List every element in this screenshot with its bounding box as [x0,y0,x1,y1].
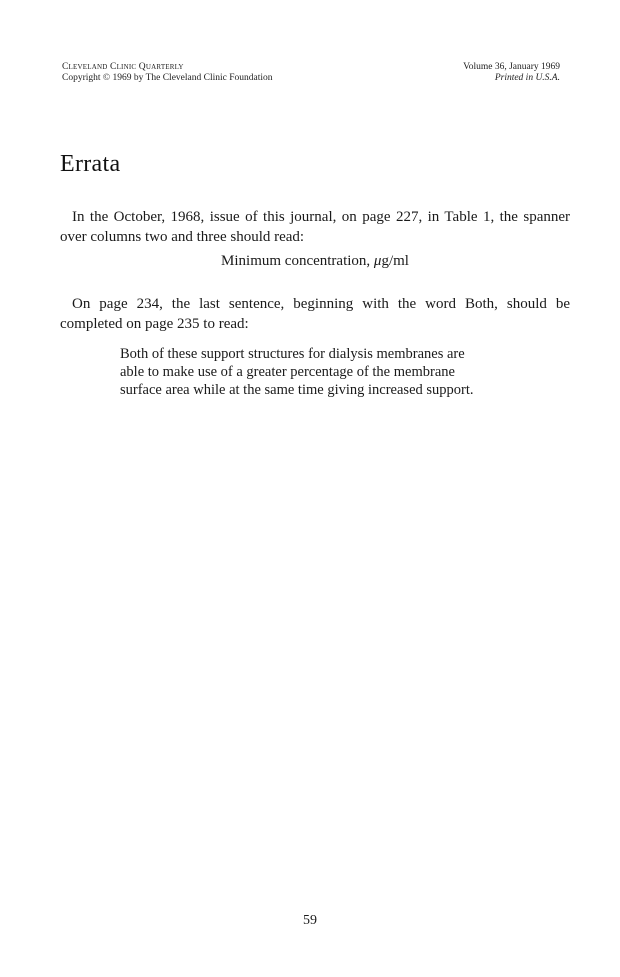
correction-1-unit-mu: μ [373,253,382,269]
printed-in-line: Printed in U.S.A. [494,73,560,83]
volume-line: Volume 36, January 1969 [463,62,560,72]
correction-1-unit-rest: g/ml [381,253,409,269]
running-header-right [463,62,560,84]
correction-1-prefix: Minimum concentration, [221,253,374,269]
correction-2-line: surface area while at the same time giving increased support. [120,382,474,398]
errata-paragraph-1: In the October, 1968, issue of this journal, on page 227, in Table 1, the spanner over columns two and three should read: [60,209,570,245]
journal-name: Cleveland Clinic Quarterly [62,62,184,72]
correction-2-line: Both of these support structures for dialysis membranes are [120,346,465,362]
page-title: Errata [60,151,121,177]
running-header-left [62,62,272,84]
copyright-line: Copyright © 1969 by The Cleveland Clinic Foundation [62,73,273,83]
page-number: 59 [303,913,317,928]
correction-2-line: able to make use of a greater percentage of the membrane [120,364,455,380]
errata-paragraph-2: On page 234, the last sentence, beginning with the word Both, should be completed on page 235 to read: [60,296,570,332]
correction-1-text [60,251,570,271]
correction-2-block [120,345,520,399]
